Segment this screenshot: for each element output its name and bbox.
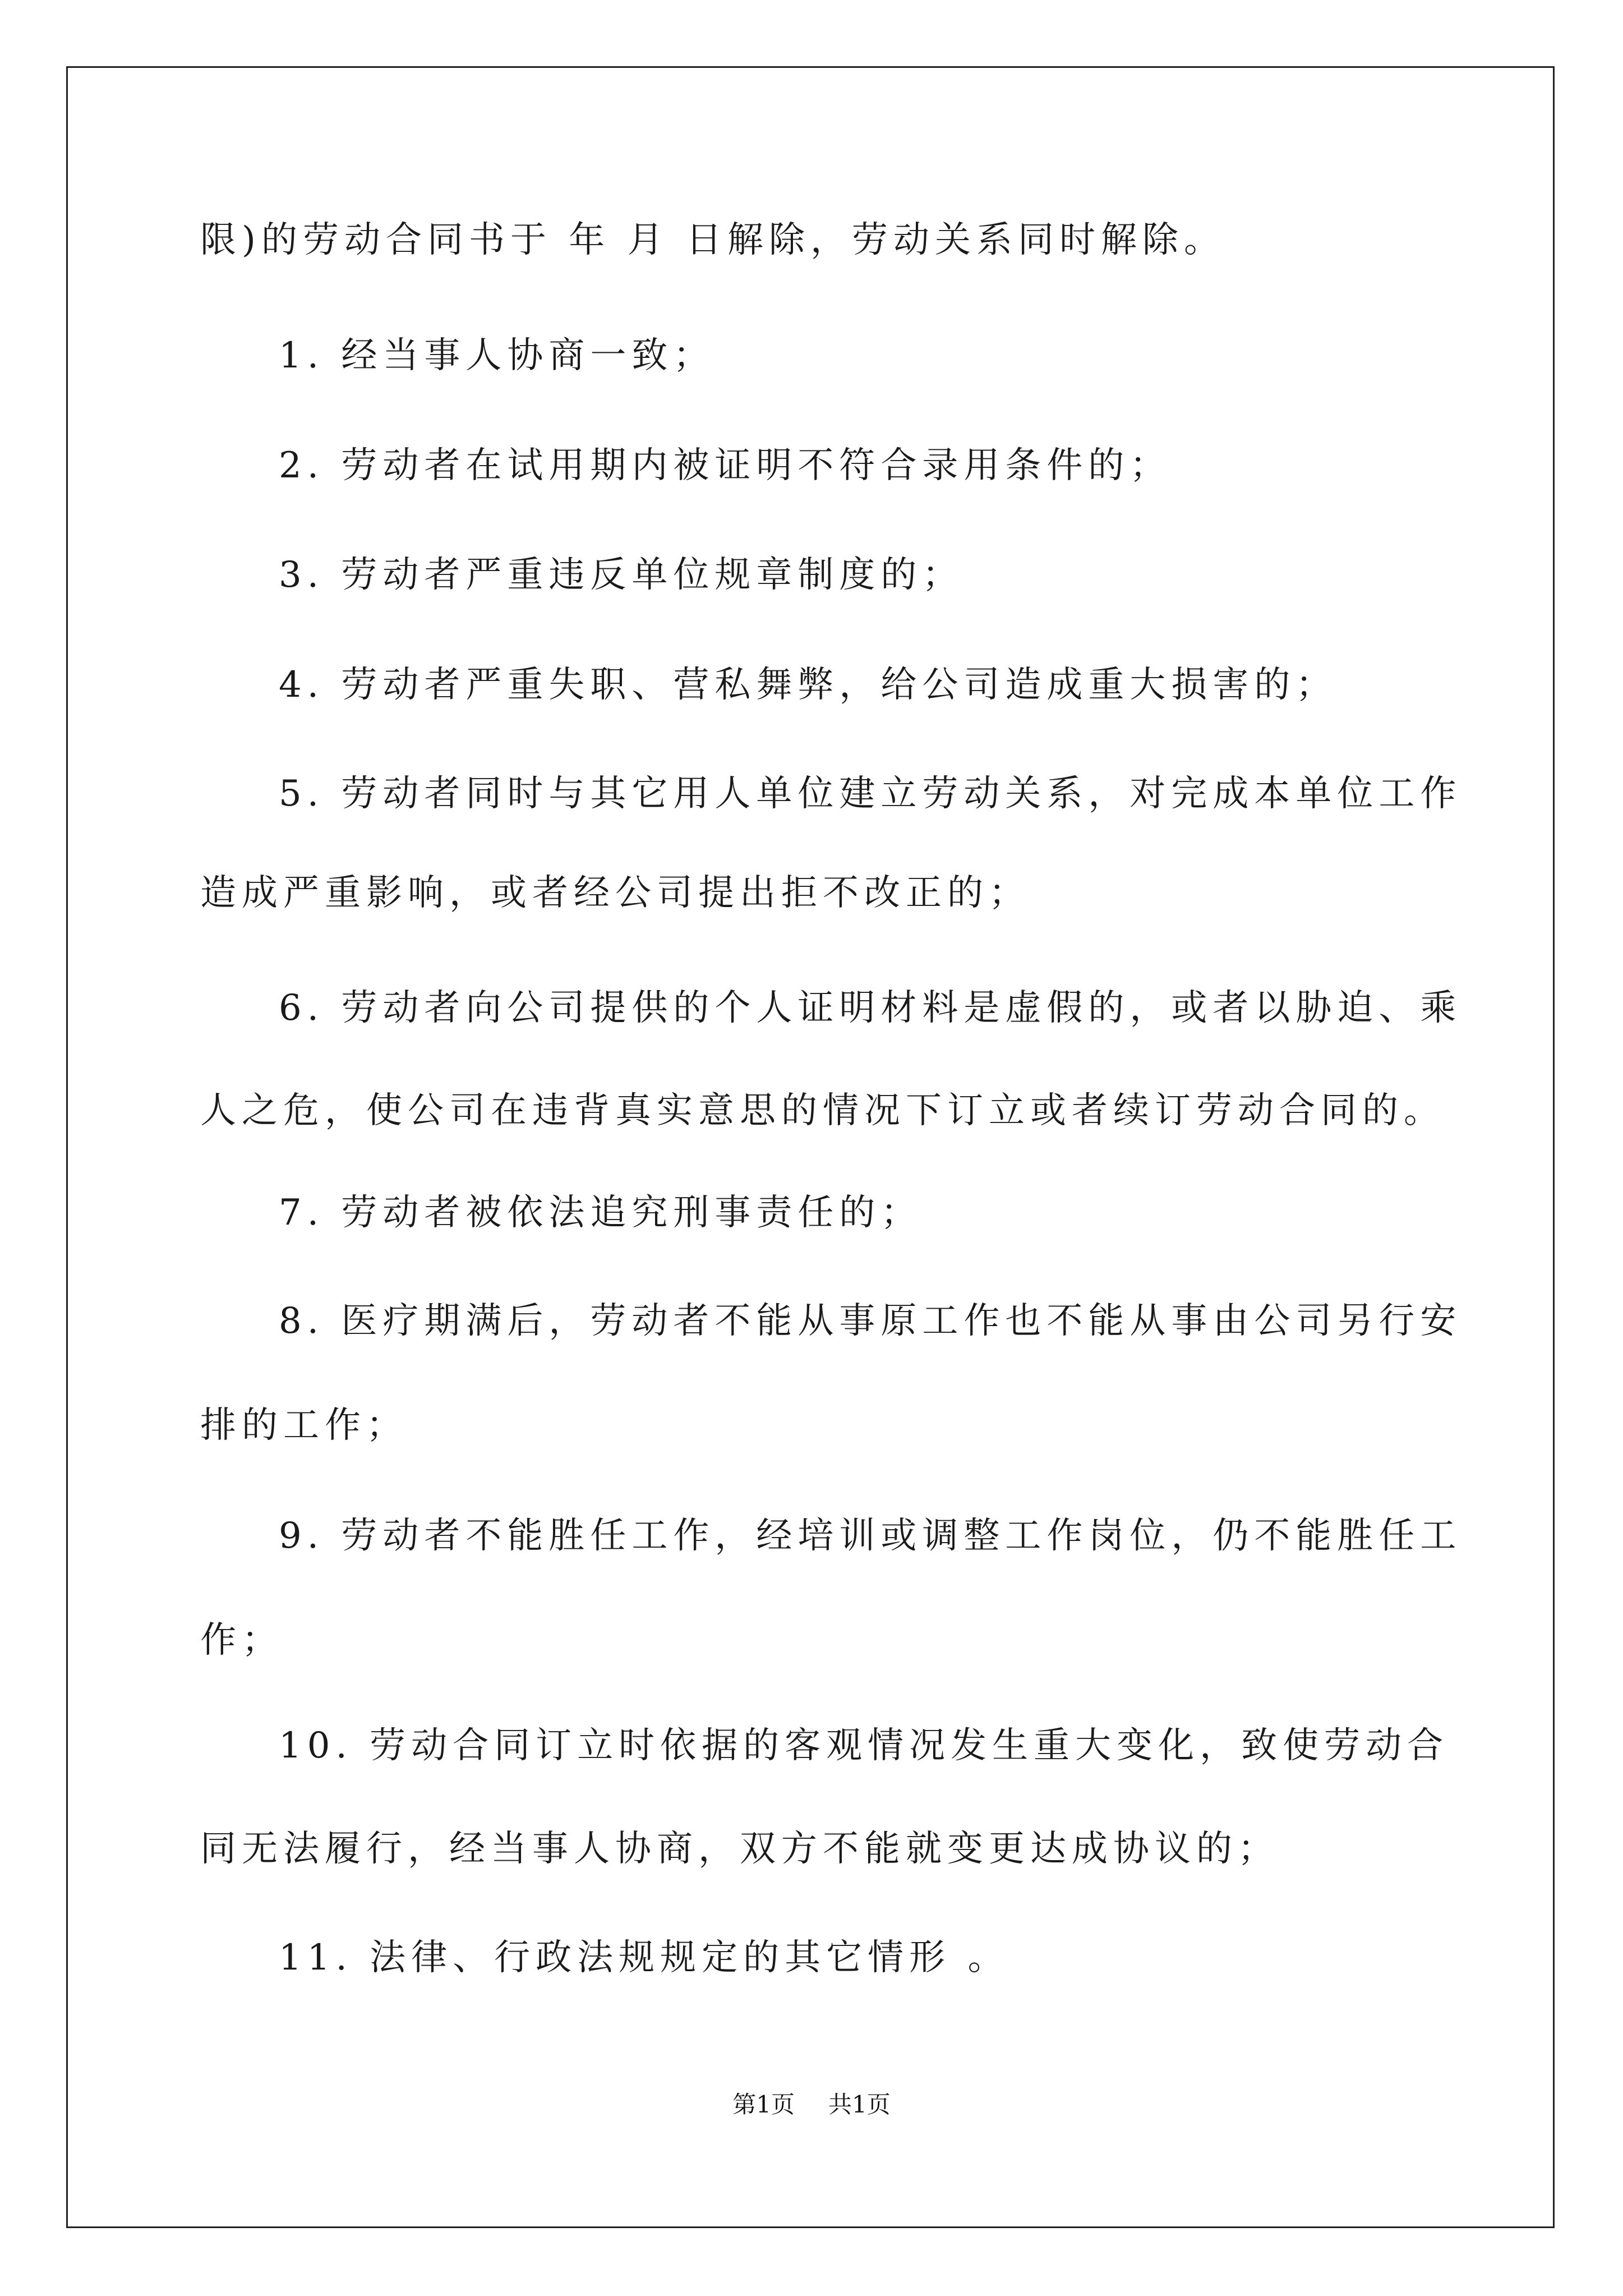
list-item-5-continued: 造成严重影响，或者经公司提出拒不改正的； [200, 872, 1030, 914]
list-item-5: 5. 劳动者同时与其它用人单位建立劳动关系，对完成本单位工作 [279, 773, 1462, 815]
page-total: 共1页 [828, 2091, 891, 2118]
list-item-10: 10. 劳动合同订立时依据的客观情况发生重大变化，致使劳动合 [279, 1725, 1449, 1766]
page-number: 第1页 [732, 2091, 795, 2118]
list-item-6-continued: 人之危，使公司在违背真实意思的情况下订立或者续订劳动合同的。 [200, 1090, 1445, 1131]
list-item-11: 11. 法律、行政法规规定的其它情形 。 [279, 1937, 1009, 1978]
list-item-8-continued: 排的工作； [200, 1405, 408, 1446]
page-border [66, 66, 1555, 2228]
list-item-3: 3. 劳动者严重违反单位规章制度的； [279, 554, 964, 596]
list-item-4: 4. 劳动者严重失职、营私舞弊，给公司造成重大损害的； [279, 664, 1338, 706]
list-item-7: 7. 劳动者被依法追究刑事责任的； [279, 1192, 923, 1234]
list-item-9-continued: 作； [200, 1619, 283, 1661]
list-item-9: 9. 劳动者不能胜任工作，经培训或调整工作岗位，仍不能胜任工 [279, 1515, 1462, 1557]
list-item-2: 2. 劳动者在试用期内被证明不符合录用条件的； [279, 445, 1172, 486]
list-item-10-continued: 同无法履行，经当事人协商，双方不能就变更达成协议的； [200, 1828, 1279, 1870]
paragraph-line-1: 限)的劳动合同书于 年 月 日解除，劳动关系同时解除。 [200, 219, 1225, 261]
list-item-1: 1. 经当事人协商一致； [279, 335, 715, 376]
page-footer [0, 2088, 1623, 2122]
list-item-8: 8. 医疗期满后，劳动者不能从事原工作也不能从事由公司另行安 [279, 1300, 1462, 1342]
list-item-6: 6. 劳动者向公司提供的个人证明材料是虚假的，或者以胁迫、乘 [279, 987, 1462, 1029]
